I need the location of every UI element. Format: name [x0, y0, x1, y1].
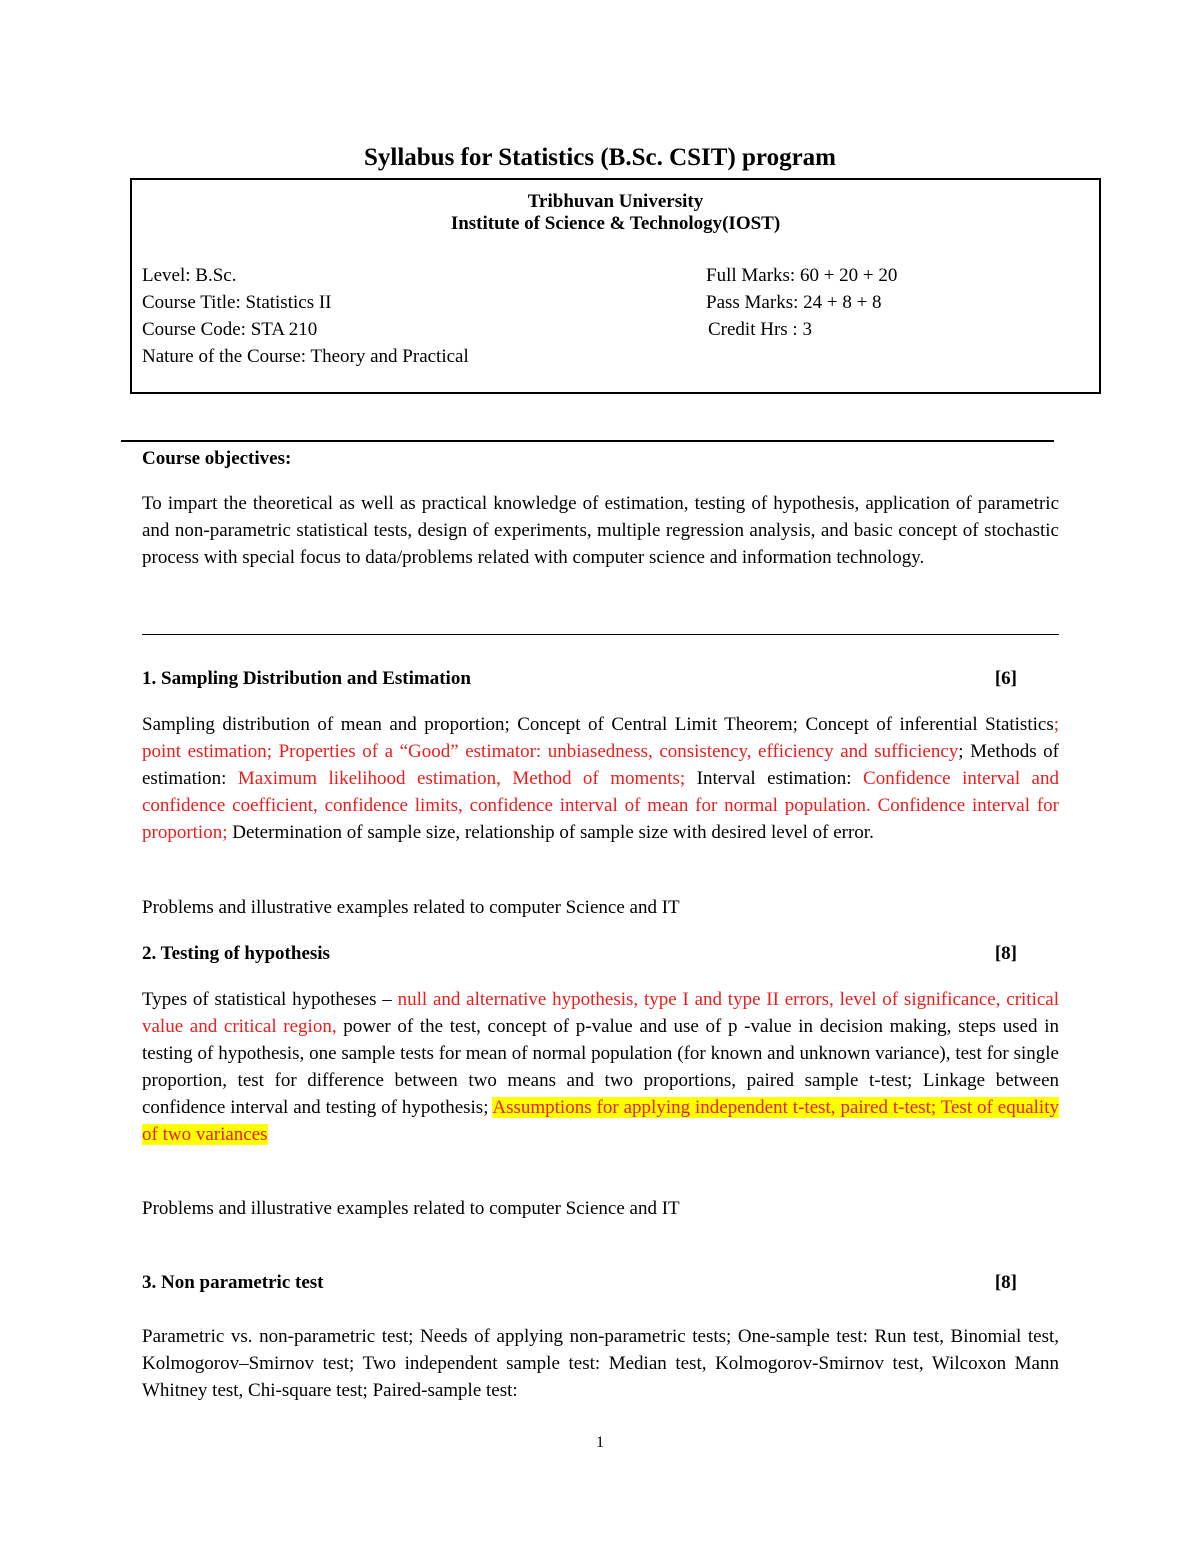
pass-marks-label: Pass Marks: 24 + 8 + 8 — [706, 292, 882, 313]
body-text-red: Maximum likelihood estimation, Method of moments; — [237, 768, 686, 789]
full-marks-label: Full Marks: 60 + 20 + 20 — [706, 265, 898, 286]
body-text-red: ; point estimation; Properties of a “Good” estimator: unbiasedness, consistency, efficiency and sufficiency — [142, 714, 1059, 762]
body-text: Types of statistical hypotheses – — [142, 989, 398, 1010]
institute-name: Institute of Science & Technology(IOST) — [450, 213, 781, 234]
course-title-label: Course Title: Statistics II — [142, 292, 332, 313]
section-2-heading — [142, 941, 1017, 967]
horizontal-rule — [121, 440, 1054, 442]
body-text: ; Methods of estimation: — [142, 741, 1059, 789]
body-text: Determination of sample size, relationship of sample size with desired level of error. — [227, 822, 874, 843]
credit-hours-label: Credit Hrs : 3 — [708, 319, 812, 340]
objectives-heading: Course objectives: — [142, 448, 292, 469]
course-code-label: Course Code: STA 210 — [142, 319, 318, 340]
course-info-box — [130, 178, 1101, 394]
section-2-body — [142, 986, 1059, 1148]
section-1-hours: [6] — [994, 668, 1017, 689]
body-text: Parametric vs. non-parametric test; Needs of applying non-parametric tests; One-sample test: Run test, Binomial test, Kolmogorov–Smirnov test; Two independent sample test: Median test, Kolmogorov-Smirnov test, Wilcoxon Mann Whitney test, Chi-square test; Paired-sample test: — [142, 1326, 1059, 1401]
section-3-body — [142, 1323, 1059, 1404]
objectives-text: To impart the theoretical as well as practical knowledge of estimation, testing of hypothesis, application of parametric and non-parametric statistical tests, design of experiments, multiple regression analysis, and basic concept of stochastic process with special focus to data/problems related with computer science and information technology. — [142, 493, 1059, 568]
section-3-title: 3. Non parametric test — [142, 1272, 324, 1293]
section-1-title: 1. Sampling Distribution and Estimation — [142, 668, 471, 689]
separator-line — [142, 634, 1059, 635]
body-text: power of the test, concept of p-value and use of p -value in decision making, steps used in testing of hypothesis, one sample tests for mean of normal population (for known and unknown variance), test for single proportion, test for difference between two means and two proportions, paired sample t-test; Linkage between confidence interval and testing of hypothesis; — [142, 1016, 1059, 1118]
body-text: Interval estimation: — [685, 768, 864, 789]
section-2-title: 2. Testing of hypothesis — [142, 943, 330, 964]
level-label: Level: B.Sc. — [142, 265, 237, 286]
body-text-red: null and alternative hypothesis, type I and type II errors, level of significance, critical value and critical region, — [142, 989, 1059, 1037]
section-3-heading — [142, 1270, 1017, 1296]
course-nature-label: Nature of the Course: Theory and Practical — [142, 346, 469, 367]
page-number: 1 — [596, 1434, 604, 1451]
body-text-highlighted: Assumptions for applying independent t-test, paired t-test; Test of equality of two variances — [142, 1097, 1059, 1145]
section-1-note: Problems and illustrative examples related to computer Science and IT — [142, 897, 680, 918]
document-title: Syllabus for Statistics (B.Sc. CSIT) program — [363, 144, 837, 171]
section-1-body — [142, 711, 1059, 846]
university-name: Tribhuvan University — [527, 191, 704, 212]
body-text: Sampling distribution of mean and proportion; Concept of Central Limit Theorem; Concept of inferential Statistics — [142, 714, 1054, 735]
section-2-hours: [8] — [994, 943, 1017, 964]
section-2-note: Problems and illustrative examples related to computer Science and IT — [142, 1198, 680, 1219]
section-1-heading — [142, 666, 1017, 692]
section-3-hours: [8] — [994, 1272, 1017, 1293]
body-text-red: Confidence interval and confidence coefficient, confidence limits, confidence interval of mean for normal population. Confidence interval for proportion; — [142, 768, 1059, 843]
